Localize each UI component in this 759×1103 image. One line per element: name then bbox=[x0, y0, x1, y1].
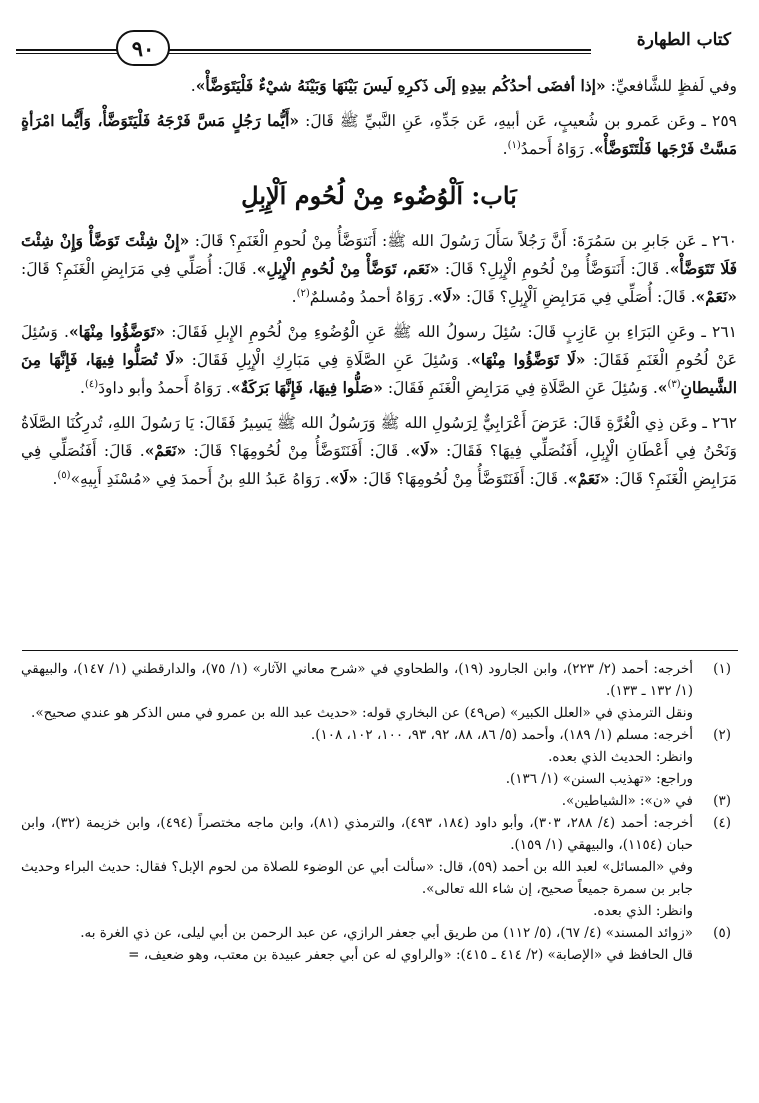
hadith-text: «صَلُّوا فِيهَا، فَإِنَّهَا بَرَكَةٌ» bbox=[230, 378, 383, 397]
footnote-3 bbox=[21, 790, 737, 812]
footnote-line: وانظر: الحديث الذي بعده. bbox=[548, 749, 693, 765]
hadith-text: «نَعَمْ» bbox=[144, 441, 187, 460]
text-run: ٢٦٠ ـ عَن جَابرِ بن سَمُرَةَ: أَنَّ رَجُلاً سَأَلَ رَسُولَ الله ﷺ: أَنَتوَضَّأُ مِنْ لُحومِ الْغَنَمِ؟ قَالَ: bbox=[189, 232, 737, 250]
text-run: . قَالَ: أُصَلِّي فِي مَرَابِضِ الْغَنَمِ؟ قَالَ: bbox=[21, 260, 257, 278]
footnote-body bbox=[21, 790, 693, 812]
footnote-line: «زوائد المسند» (٤/ ٦٧)، (٥/ ١١٢) من طريق أبي جعفر الرازي، عن عبد الرحمن بن أبي ليلى، عن ذي الغرة به. bbox=[80, 925, 693, 941]
footnote-ref[interactable]: (١) bbox=[507, 139, 521, 151]
text-run: . قَالَ: أَفَنُصَلِّي فِي مَرَابِضِ الْغَنَمِ؟ قَالَ: bbox=[21, 442, 737, 488]
footnote-line: وانظر: الذي بعده. bbox=[593, 903, 693, 919]
footnote-5 bbox=[21, 922, 737, 966]
paragraph-261 bbox=[21, 318, 737, 402]
text-run: . قَالَ: أَفَنَتَوَضَّأُ مِنْ لُحُومِهَا؟ قَالَ: bbox=[358, 470, 568, 488]
footnote-ref[interactable]: (٤) bbox=[84, 378, 99, 390]
text-run: ٢٥٩ ـ وعَن عَمرو بن شُعيبٍ، عَن أبيهِ، عَن جَدِّهِ، عَنِ النَّبيِّ ﷺ قَالَ: bbox=[299, 112, 737, 130]
text-run: . رَوَاهُ أحمدُ ومُسلمٌ bbox=[309, 288, 433, 306]
footnote-ref[interactable]: (٣) bbox=[667, 378, 681, 390]
text-run: . رَوَاهُ عَبدُ اللهِ بنُ أَحمدَ فِي «مُسْنَدِ أَبِيهِ» bbox=[70, 470, 330, 488]
footnote-body bbox=[21, 812, 693, 922]
hadith-text: «تَوَضَّؤُوا مِنْهَا» bbox=[68, 322, 166, 341]
footnote-number: (٢) bbox=[713, 727, 731, 743]
footnote-2 bbox=[21, 724, 737, 790]
hadith-text: «أَيُّما رَجُلٍ مَسَّ فَرْجَهُ فَلْيَتَوَضَّأْ، وَأَيُّما امْرَأةٍ مَسَّتْ فَرْجَها فَلْتَتَوَضَّأْ» bbox=[21, 111, 737, 158]
hadith-text: «لَا تُصَلُّوا فِيهَا، فَإِنَّهَا مِنَ الشَّيطانِ bbox=[21, 350, 737, 397]
hadith-text: «لَا» bbox=[432, 287, 462, 306]
footnote-1 bbox=[21, 658, 737, 724]
text-run: . وَسُئِلَ عَنِ الصَّلَاةِ فِي مَبَارِكِ الْإِبِلِ فَقَالَ: bbox=[184, 351, 472, 369]
footnote-body bbox=[21, 922, 693, 966]
footnote-ref[interactable]: (٢) bbox=[296, 287, 310, 299]
footnote-line: أخرجه: مسلم (١/ ١٨٩)، وأحمد (٥/ ٨٦، ٨٨، ٩٢، ٩٣، ١٠٠، ١٠٢، ١٠٨). bbox=[310, 727, 693, 743]
footnote-4 bbox=[21, 812, 737, 922]
hadith-text: «إِنْ شِئْتَ تَوَضَّأْ وَإِنْ شِئْتَ فَلَا تَتَوَضَّأْ» bbox=[21, 231, 737, 278]
text-run: وفي لَفظٍ للشَّافعيِّ: bbox=[605, 77, 737, 95]
footnote-ref[interactable]: (٥) bbox=[57, 469, 71, 481]
hadith-text: «نَعَم، تَوَضَّأْ مِنْ لُحُومِ الْإِبِلِ» bbox=[256, 259, 440, 278]
footnote-body bbox=[21, 658, 693, 724]
paragraph-258-shafii bbox=[21, 72, 737, 100]
text-run: . bbox=[502, 140, 508, 158]
hadith-text: «نَعَمْ» bbox=[567, 469, 610, 488]
footnote-line: وفي «المسائل» لعبد الله بن أحمد (٥٩)، قال: «سألت أبي عن الوضوء للصلاة من لحوم الإبل؟ فقال: حديث البراء وحديث جابر بن سمرة جميعاً صحيح، إن شاء الله تعالى». bbox=[21, 859, 693, 897]
text-run: ٢٦٢ ـ وعَن ذِي الْغُرَّةِ قَالَ: عَرَضَ أَعْرَابِيٌّ لِرَسُولِ الله ﷺ وَرَسُولُ الله ﷺ يَسِيرُ فَقَالَ: يَا رَسُولَ اللهِ، تُدرِكُنَا الصَّلَاةُ وَنَحْنُ فِي أَعْطَانِ الْإِبِلِ، أَفَنُصَلِّي فِيهَا؟ فَقَالَ: bbox=[21, 414, 737, 460]
paragraph-259 bbox=[21, 107, 737, 163]
text-run: . bbox=[52, 470, 58, 488]
text-run: . bbox=[291, 288, 297, 306]
footnote-number: (١) bbox=[713, 661, 731, 677]
footnote-separator bbox=[22, 650, 738, 651]
footnote-line: أخرجه: أحمد (٤/ ٢٨٨، ٣٠٣)، وأبو داود (١٨٤، ٤٩٣)، والترمذي (٨١)، وابن ماجه مختصراً (٤٩٤)، وابن خزيمة (٣٢)، وابن حبان (١١٥٤)، والبيهقي (١/ ١٥٩). bbox=[21, 815, 693, 853]
text-run: . وَسُئِلَ عَنْ لُحُومِ الْغَنَمِ فَقَالَ: bbox=[21, 323, 737, 369]
footnotes bbox=[21, 658, 737, 966]
text-run: . قَالَ: أُصَلِّي فِي مَرَابِضِ اَلْإِبِلِ؟ قَالَ: bbox=[461, 288, 696, 306]
footnote-line: قال الحافظ في «الإصابة» (٢/ ٤١٤ ـ ٤١٥): «والراوي له عن أبي جعفر عبيدة بن معتب، وهو ضعيف، = bbox=[128, 947, 693, 963]
footnote-line: وراجع: «تهذيب السنن» (١/ ١٣٦). bbox=[505, 771, 693, 787]
text-run: . bbox=[190, 77, 196, 95]
text-run: . رَوَاهُ أَحمدُ bbox=[520, 140, 594, 158]
footnote-number: (٥) bbox=[713, 925, 731, 941]
main-text bbox=[21, 72, 737, 500]
text-run: . قَالَ: أَنَتوَضَّأُ مِنْ لُحُومِ الْإِبِلِ؟ قَالَ: bbox=[439, 260, 670, 278]
footnote-line: ونقل الترمذي في «العلل الكبير» (ص٤٩) عن البخاري قوله: «حديث عبد الله بن عمرو في مس الذكر هو عندي صحيح». bbox=[31, 705, 693, 721]
footnote-number: (٣) bbox=[713, 793, 731, 809]
hadith-text: «نَعَمْ» bbox=[695, 287, 737, 306]
chapter-title: بَاب: اَلْوُضُوء مِنْ لُحُوم اَلْإِبِلِ bbox=[241, 181, 517, 210]
footnote-line: أخرجه: أحمد (٢/ ٢٢٣)، وابن الجارود (١٩)، والطحاوي في «شرح معاني الآثار» (١/ ٧٥)، والدارقطني (١/ ١٤٧)، والبيهقي (١/ ١٣٢ ـ ١٣٣). bbox=[21, 661, 694, 699]
book-title: كتاب الطهارة bbox=[636, 30, 731, 50]
paragraph-262 bbox=[21, 409, 737, 493]
footnote-number: (٤) bbox=[713, 815, 731, 831]
header-rule-right bbox=[156, 49, 591, 54]
text-run: . رَوَاهُ أَحمدُ وأبو داودَ bbox=[98, 379, 231, 397]
hadith-text: «إذا أفضَى أحدُكُم بيدِهِ إلَى ذَكرِهِ لَيسَ بَيْنَهَا وَبَيْنَهُ شيْءٌ فَلْيَتَوَضَّأْ» bbox=[195, 76, 606, 95]
paragraph-260 bbox=[21, 227, 737, 311]
hadith-text: » bbox=[657, 378, 668, 397]
hadith-text: «لَا تَوَضَّؤُوا مِنْهَا» bbox=[471, 350, 586, 369]
header-rule-left bbox=[16, 49, 118, 54]
text-run: ٢٦١ ـ وعَنِ البَرَاءِ بنِ عَازِبٍ قَالَ: سُئِلَ رسولُ الله ﷺ عَنِ الْوُضُوءِ مِنْ لُحُومِ الإِبلِ فَقَالَ: bbox=[165, 323, 737, 341]
footnote-line: في «ن»: «الشياطين». bbox=[561, 793, 693, 809]
text-run: . bbox=[80, 379, 85, 397]
page-header bbox=[16, 18, 739, 70]
hadith-text: «لَا» bbox=[329, 469, 358, 488]
footnote-body bbox=[21, 724, 693, 790]
text-run: . قَالَ: أَفَنَتَوَضَّأُ مِنْ لُحُومِهَا؟ قَالَ: bbox=[186, 442, 411, 460]
page-number: ٩٠ bbox=[116, 30, 170, 66]
text-run: . وَسُئِلَ عَنِ الصَّلَاةِ فِي مَرَابِضِ الْغَنَمِ فَقَالَ: bbox=[382, 379, 658, 397]
hadith-text: «لَا» bbox=[410, 441, 439, 460]
